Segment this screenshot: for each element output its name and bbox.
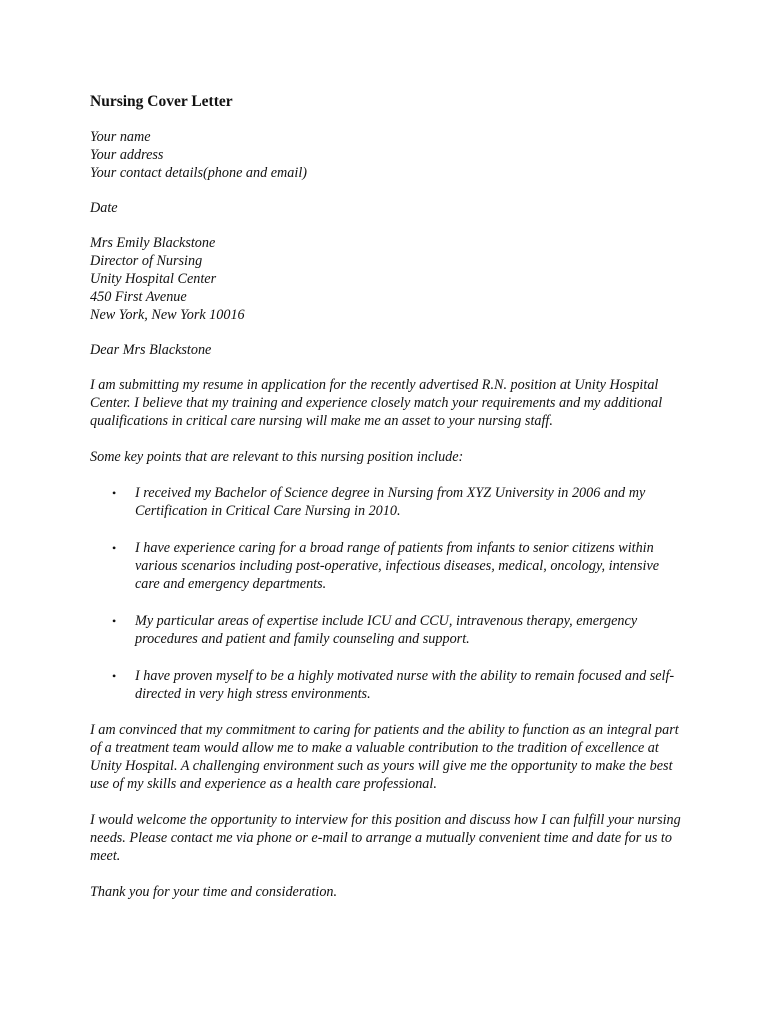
request-paragraph: I would welcome the opportunity to interview for this position and discuss how I can fulfill your nursing needs. Please contact me via phone or e-mail to arrange a mutually convenient time and date for us to meet.	[90, 812, 681, 864]
key-points-list	[90, 484, 690, 703]
points-intro: Some key points that are relevant to this nursing position include:	[90, 449, 464, 465]
conviction-paragraph: I am convinced that my commitment to caring for patients and the ability to function as an integral part of a treatment team would allow me to make a valuable contribution to the tradition of excellence at Unity Hospital. A challenging environment such as yours will give me the opportunity to make the best use of my skills and experience as a health care professional.	[90, 722, 679, 792]
recipient-role: Director of Nursing	[90, 253, 203, 269]
letter-date: Date	[90, 200, 118, 216]
list-item-text: My particular areas of expertise include ICU and CCU, intravenous therapy, emergency procedures and patient and family counseling and support.	[135, 613, 638, 647]
sender-name: Your name	[90, 129, 151, 145]
recipient-name: Mrs Emily Blackstone	[90, 235, 216, 251]
bullet-icon: •	[112, 669, 117, 683]
sender-address: Your address	[90, 147, 164, 163]
intro-paragraph: I am submitting my resume in application for the recently advertised R.N. position at Unity Hospital Center. I believe that my training and experience closely match your requirements and my additional qualifications in critical care nursing will make me an asset to your nursing staff.	[90, 377, 663, 429]
letter-page	[90, 92, 690, 919]
bullet-icon: •	[112, 541, 117, 555]
letter-title: Nursing Cover Letter	[90, 93, 233, 110]
closing-line: Thank you for your time and consideration.	[90, 884, 338, 900]
recipient-block	[90, 234, 690, 324]
list-item-text: I have proven myself to be a highly motivated nurse with the ability to remain focused and self-directed in very high stress environments.	[135, 668, 675, 702]
recipient-city: New York, New York 10016	[90, 307, 245, 323]
list-item	[90, 612, 680, 648]
list-item-text: I received my Bachelor of Science degree in Nursing from XYZ University in 2006 and my Certification in Critical Care Nursing in 2010.	[135, 485, 646, 519]
salutation-text: Dear Mrs Blackstone	[90, 342, 212, 358]
date-block	[90, 199, 690, 217]
sender-block	[90, 128, 690, 182]
salutation	[90, 341, 690, 359]
bullet-icon: •	[112, 614, 117, 628]
list-item	[90, 484, 680, 520]
recipient-organization: Unity Hospital Center	[90, 271, 217, 287]
sender-contact: Your contact details(phone and email)	[90, 165, 307, 181]
bullet-icon: •	[112, 486, 117, 500]
list-item	[90, 667, 680, 703]
recipient-street: 450 First Avenue	[90, 289, 187, 305]
list-item	[90, 539, 680, 593]
list-item-text: I have experience caring for a broad range of patients from infants to senior citizens within various scenarios including post-operative, infectious diseases, medical, oncology, intensive care and emergency departments.	[135, 540, 660, 592]
